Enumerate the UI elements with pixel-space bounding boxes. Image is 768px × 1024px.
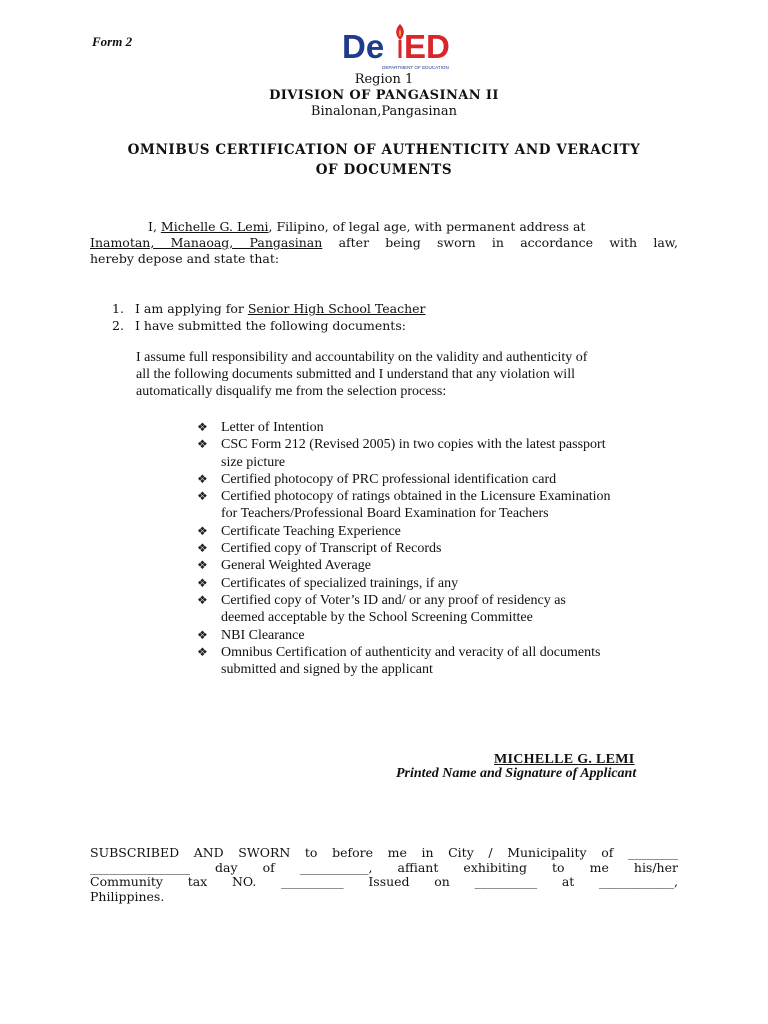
document-item: ❖ CSC Form 212 (Revised 2005) in two copies with the latest passport size picture: [197, 437, 606, 470]
intro-paragraph: I, Michelle G. Lemi, Filipino, of legal age, with permanent address at Inamotan, Manaoag, Pangasinan after being sworn in accordance with law, hereby depose and state that:: [90, 219, 678, 266]
document-item: ❖ Certificate Teaching Experience: [197, 523, 401, 539]
document-item: ❖ Certified copy of Transcript of Records: [197, 541, 442, 557]
form-label: Form 2: [92, 34, 133, 49]
title-line-2: OF DOCUMENTS: [315, 162, 453, 178]
diamond-bullet-icon: ❖: [197, 420, 208, 434]
diamond-bullet-icon: ❖: [197, 523, 208, 538]
documents-list: [197, 419, 687, 678]
signature-caption: Printed Name and Signature of Applicant: [396, 766, 637, 781]
sworn-statement: SUBSCRIBED AND SWORN to before me in City / Municipality of ________ ________________ day of ___________, affiant exhibiting to me his/her Community tax NO. __________ Issued on __________ at ____________, Philippines.: [90, 845, 678, 904]
division: DIVISION OF PANGASINAN II: [269, 88, 499, 103]
region: Region 1: [354, 72, 414, 87]
position-applied: Senior High School Teacher: [247, 301, 426, 316]
list-item: 2. I have submitted the following documents:: [112, 318, 406, 333]
document-item: ❖ Certificates of specialized trainings, if any: [197, 575, 459, 591]
deped-logo: [340, 18, 465, 74]
diamond-bullet-icon: ❖: [197, 592, 208, 607]
diamond-bullet-icon: ❖: [197, 471, 208, 486]
document-item: ❖ General Weighted Average: [197, 558, 371, 574]
numbered-list: [112, 300, 426, 334]
document-item: ❖ NBI Clearance: [197, 627, 305, 643]
diamond-bullet-icon: ❖: [197, 644, 208, 659]
diamond-bullet-icon: ❖: [197, 489, 208, 504]
responsibility-statement: I assume full responsibility and accountability on the validity and authenticity of all the following documents submitted and I understand that any violation will automatically disqualify me from the selection process:: [136, 350, 588, 399]
document-item: ❖ Omnibus Certification of authenticity and veracity of all documents submitted and signed by the applicant: [197, 644, 601, 678]
title-line-1: OMNIBUS CERTIFICATION OF AUTHENTICITY AND VERACITY: [127, 142, 641, 158]
list-item: 1. I am applying for Senior High School Teacher: [112, 301, 426, 316]
document-item: ❖ Letter of Intention: [197, 420, 324, 435]
logo-subtitle: DEPARTMENT OF EDUCATION: [382, 65, 449, 70]
document-item: ❖ Certified photocopy of ratings obtained in the Licensure Examination for Teachers/Professional Board Examination for Teachers: [197, 489, 611, 522]
document-item: ❖ Certified copy of Voter’s ID and/ or any proof of residency as deemed acceptable by the School Screening Committee: [197, 592, 566, 626]
svg-text:ED: ED: [404, 28, 450, 65]
diamond-bullet-icon: ❖: [197, 541, 208, 556]
svg-text:De: De: [342, 28, 385, 65]
applicant-address: Inamotan, Manaoag, Pangasinan: [90, 235, 323, 250]
diamond-bullet-icon: ❖: [197, 575, 208, 590]
diamond-bullet-icon: ❖: [197, 437, 208, 452]
document-item: ❖ Certified photocopy of PRC professional identification card: [197, 471, 557, 487]
signature-name: MICHELLE G. LEMI: [494, 752, 635, 767]
applicant-name: Michelle G. Lemi: [160, 219, 269, 234]
town: Binalonan,Pangasinan: [310, 104, 458, 119]
diamond-bullet-icon: ❖: [197, 558, 208, 573]
diamond-bullet-icon: ❖: [197, 627, 208, 642]
